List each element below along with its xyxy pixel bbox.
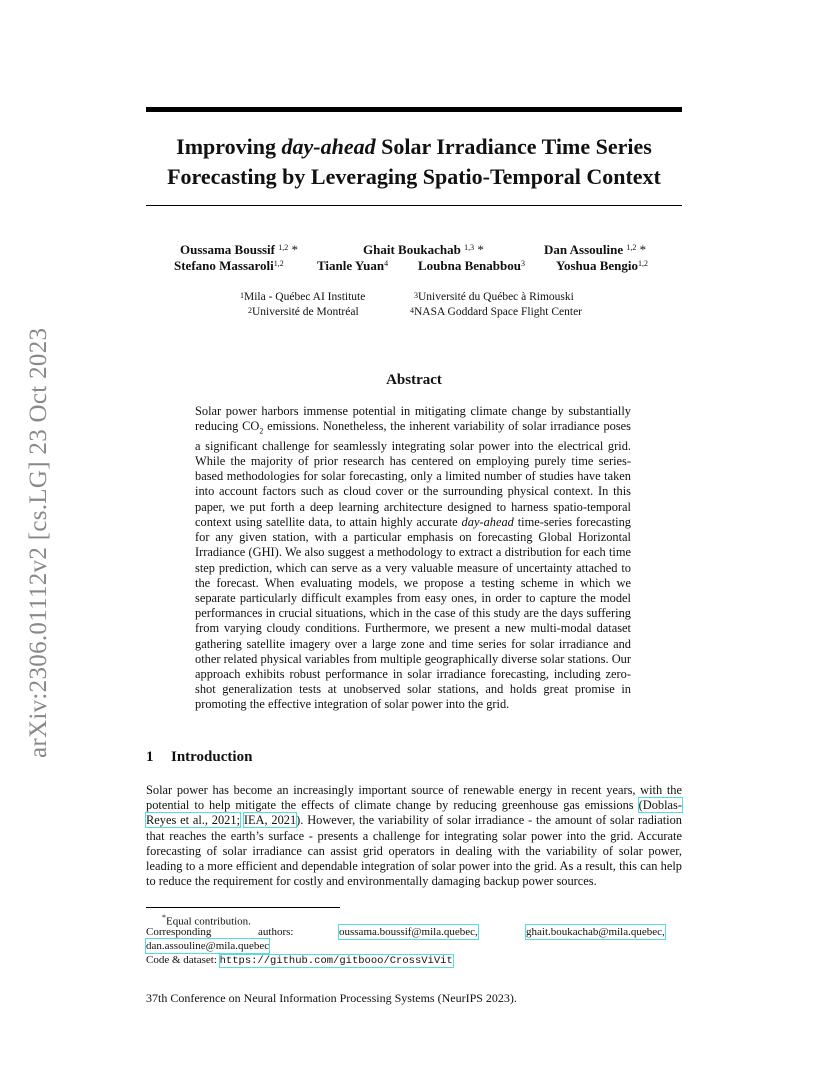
author-massaroli: Stefano Massaroli$^{1,2}$ xyxy=(174,258,284,273)
author-benabbou: Loubna Benabbou$^3$ xyxy=(418,258,525,273)
affiliation-udem: $^2$Université de Montréal xyxy=(248,306,359,318)
title-line-1 xyxy=(146,132,682,162)
footnote-code: Code & dataset: https://github.com/gitbooo/CrossViVit xyxy=(146,954,453,967)
author-boukachab: Ghait Boukachab $^{1,3}$ * xyxy=(363,242,484,257)
affiliation-nasa: $^4$NASA Goddard Space Flight Center xyxy=(410,306,583,318)
affiliation-uqar: $^3$Université du Québec à Rimouski xyxy=(414,291,574,303)
section-title: Introduction xyxy=(171,749,253,765)
title-top-rule xyxy=(146,107,682,112)
author-bengio: Yoshua Bengio$^{1,2}$ xyxy=(556,258,648,273)
title-text: Improving xyxy=(176,134,282,159)
section-heading xyxy=(146,749,252,766)
abstract-heading: Abstract xyxy=(386,372,442,388)
citation-link[interactable]: IEA, 2021 xyxy=(243,813,297,828)
introduction-paragraph: Solar power has become an increasingly important source of renewable energy in recent years, with the potential to help mitigate the effects of climate change by reducing greenhouse gas emissions (Doblas-Reyes et al., 2021; IEA, 2021). However, the variability of solar irradiance - the amount of solar radiation that reaches the earth’s surface - presents a challenge for integrating solar power into the grid. Accurate forecasting of solar irradiance can assist grid operators in dealing with the variability of solar power, leading to a more efficient and dependable integration of solar power into the grid. As a result, this can help to reduce the requirement for costly and environmentally damaging backup power sources. xyxy=(146,783,682,889)
footnote-equal: *Equal contribution. xyxy=(162,913,251,928)
abstract-body: Solar power harbors immense potential in mitigating climate change by substantially reducing $CO_2$ emissions. Nonetheless, the inherent variability of solar irradiance poses a significant challenge for seamlessly integrating solar power into the electrical grid. While the majority of prior research has centered on employing purely time series-based methodologies for solar forecasting, only a limited number of studies have taken into account factors such as cloud cover or the surrounding physical context. In this paper, we put forth a deep learning architecture designed to harness spatio-temporal context using satellite data, to attain highly accurate day-ahead time-series forecasting for any given station, with a particular emphasis on forecasting Global Horizontal Irradiance (GHI). We also suggest a methodology to extract a distribution for each time step prediction, which can serve as a very valuable measure of uncertainty attached to the forecast. When evaluating models, we propose a testing scheme in which we separate particularly difficult examples from easy ones, in order to capture the model performances in crucial situations, which in the case of this study are the days suffering from varying cloudy conditions. Furthermore, we present a new multi-modal dataset gathering satellite imagery over a large zone and time series for solar irradiance and other related physical variables from multiple geographically diverse solar stations. Our approach exhibits robust performance in solar irradiance forecasting, including zero-shot generalization tests at unobserved solar stations, and holds great promise in promoting the effective integration of solar power into the grid. xyxy=(195,404,631,712)
footnote-corresponding-label: Corresponding xyxy=(146,926,212,938)
code-url-link[interactable]: https://github.com/gitbooo/CrossViVit xyxy=(219,955,453,967)
citation-link[interactable]: (Doblas-Reyes et al., 2021; xyxy=(146,798,682,828)
conference-note: 37th Conference on Neural Information Processing Systems (NeurIPS 2023). xyxy=(146,991,517,1005)
title-text: Solar Irradiance Time Series xyxy=(375,134,652,159)
affiliation-mila: $^1$Mila - Québec AI Institute xyxy=(240,291,366,303)
author-yuan: Tianle Yuan$^4$ xyxy=(317,258,389,273)
section-number: 1 xyxy=(146,749,154,765)
author-boussif: Oussama Boussif $^{1,2}$ * xyxy=(180,242,298,257)
title-line-2: Forecasting by Leveraging Spatio-Temporal Context xyxy=(167,164,661,189)
footnote-rule xyxy=(146,907,340,908)
arxiv-identifier: arXiv:2306.01112v2 [cs.LG] 23 Oct 2023 xyxy=(25,327,52,758)
email-link[interactable]: ghait.boukachab@mila.quebec, xyxy=(526,926,665,938)
title-italic: day-ahead xyxy=(281,134,376,159)
paper-title xyxy=(146,132,682,192)
footnote-authors-label: authors: xyxy=(258,926,294,938)
email-link[interactable]: dan.assouline@mila.quebec xyxy=(146,940,270,952)
author-assouline: Dan Assouline $^{1,2}$ * xyxy=(544,242,647,257)
email-link[interactable]: oussama.boussif@mila.quebec, xyxy=(339,926,478,938)
title-bottom-rule xyxy=(146,205,682,206)
